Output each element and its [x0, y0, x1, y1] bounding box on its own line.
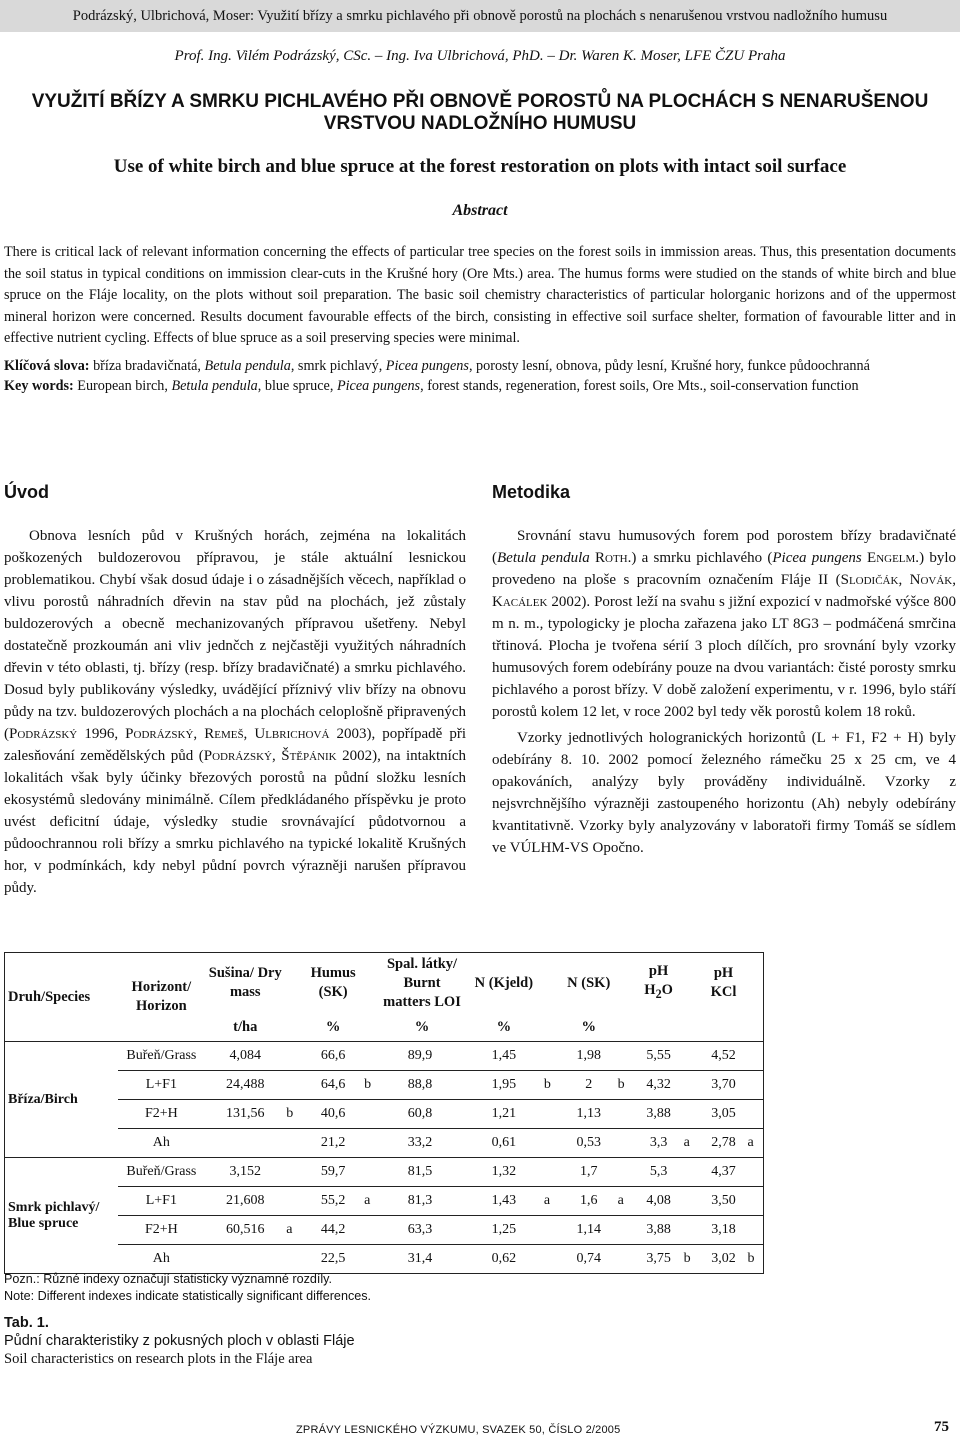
keywords-english-text: , forest stands, regeneration, forest soils, Ore Mts., soil-conservation function [420, 378, 859, 394]
header-spacer [747, 953, 763, 1014]
table-body [5, 1042, 764, 1274]
keywords-czech-text: bříza bradavičnatá, [89, 358, 205, 374]
n-sk-cell: 2 [560, 1071, 618, 1100]
header-n-kjeld: N (Kjeld) [464, 953, 544, 1014]
index-cell: a [747, 1129, 763, 1158]
table-row [5, 1216, 764, 1245]
header-loi: Spal. látky/ Burnt matters LOI [380, 953, 464, 1014]
ph-kcl-cell: 3,02 [700, 1245, 748, 1274]
table-row [5, 1042, 764, 1071]
footer-journal: ZPRÁVY LESNICKÉHO VÝZKUMU, SVAZEK 50, ČÍSLO 2/2005 [296, 1424, 621, 1436]
index-cell: b [364, 1071, 380, 1100]
index-cell [364, 1158, 380, 1187]
index-cell [286, 1187, 302, 1216]
ph-kcl-cell: 2,78 [700, 1129, 748, 1158]
intro-heading: Úvod [4, 482, 49, 502]
species-cell: Smrk pichlavý/ Blue spruce [5, 1158, 119, 1274]
table-row [5, 1245, 764, 1274]
index-cell: b [747, 1245, 763, 1274]
ph-h2o-cell: 4,08 [634, 1187, 684, 1216]
table-caption-label: Tab. 1. [4, 1315, 49, 1331]
methods-heading: Metodika [492, 482, 571, 502]
citation: Podrázský, Štěpánik [203, 748, 337, 764]
keywords-czech [4, 356, 956, 376]
note-english: Note: Different indexes indicate statistically significant differences. [4, 1289, 372, 1303]
unit-spacer [544, 1013, 560, 1042]
humus-cell: 21,2 [302, 1129, 364, 1158]
note-czech: Pozn.: Různé indexy označují statisticky významné rozdíly. [4, 1272, 333, 1286]
index-cell [747, 1216, 763, 1245]
dry-mass-cell: 131,56 [204, 1100, 286, 1129]
header-spacer [618, 953, 634, 1014]
running-header: Podrázský, Ulbrichová, Moser: Využití břízy a smrku pichlavého při obnově porostů na plochách s nenarušenou vrstvou nadložního humusu [0, 0, 960, 32]
n-sk-cell: 1,98 [560, 1042, 618, 1071]
table-row [5, 1100, 764, 1129]
keywords-english-italic: Betula pendula [171, 378, 258, 394]
index-cell: b [684, 1245, 700, 1274]
header-horizon: Horizont/ Horizon [118, 953, 204, 1042]
index-cell [618, 1129, 634, 1158]
index-cell [747, 1187, 763, 1216]
humus-cell: 59,7 [302, 1158, 364, 1187]
index-cell [286, 1071, 302, 1100]
n-kjeld-cell: 1,43 [464, 1187, 544, 1216]
loi-cell: 81,3 [380, 1187, 460, 1216]
ph-h2o-cell: 3,88 [634, 1216, 684, 1245]
index-cell [364, 1042, 380, 1071]
title-english: Use of white birch and blue spruce at the forest restoration on plots with intact soil surface [113, 156, 847, 177]
dry-mass-cell [204, 1245, 286, 1274]
unit-spacer [618, 1013, 634, 1042]
abstract-heading: Abstract [452, 202, 508, 219]
index-cell: a [618, 1187, 634, 1216]
citation: Podrázský, Remeš, Ulbrichová [125, 726, 330, 742]
table-row [5, 1158, 764, 1187]
index-cell [684, 1158, 700, 1187]
index-cell [684, 1042, 700, 1071]
humus-cell: 22,5 [302, 1245, 364, 1274]
citation: Podrázský [9, 726, 78, 742]
index-cell: b [618, 1071, 634, 1100]
index-cell: a [286, 1216, 302, 1245]
index-cell [364, 1245, 380, 1274]
dry-mass-cell: 3,152 [204, 1158, 286, 1187]
index-cell: b [544, 1071, 560, 1100]
unit-n-kjeld: % [464, 1013, 544, 1042]
ph-h2o-cell: 3,75 [634, 1245, 684, 1274]
ph-kcl-cell: 4,37 [700, 1158, 748, 1187]
title-czech [0, 91, 960, 135]
citation: Slodičák, Novák, Kacálek [492, 572, 956, 610]
ph-kcl-cell: 3,70 [700, 1071, 748, 1100]
unit-loi: % [380, 1013, 464, 1042]
index-cell [544, 1100, 560, 1129]
index-cell [747, 1100, 763, 1129]
horizon-cell: L+F1 [118, 1071, 204, 1100]
table-caption-english: Soil characteristics on research plots in the Fláje area [4, 1351, 313, 1367]
keywords-czech-text: , porosty lesní, obnova, půdy lesní, Krušné hory, funkce půdoochranná [468, 358, 870, 374]
unit-n-sk: % [560, 1013, 618, 1042]
keywords-english-text: , blue spruce, [257, 378, 337, 394]
horizon-cell: F2+H [118, 1100, 204, 1129]
index-cell [544, 1158, 560, 1187]
loi-cell: 60,8 [380, 1100, 460, 1129]
keywords-english [4, 376, 956, 396]
index-cell [684, 1187, 700, 1216]
index-cell [286, 1129, 302, 1158]
humus-cell: 55,2 [302, 1187, 364, 1216]
n-kjeld-cell: 0,61 [464, 1129, 544, 1158]
keywords-czech-text: , smrk pichlavý, [290, 358, 386, 374]
loi-cell: 31,4 [380, 1245, 460, 1274]
index-cell [747, 1071, 763, 1100]
species-name: Betula pendula [497, 550, 590, 566]
index-cell [684, 1100, 700, 1129]
unit-dry-mass: t/ha [204, 1013, 286, 1042]
table-row [5, 1129, 764, 1158]
loi-cell: 88,8 [380, 1071, 460, 1100]
abstract-text: There is critical lack of relevant information concerning the effects of particular tree species on the forest soils in immission areas. Thus, this presentation documents the soil status in typical conditions on immission clear-cuts in the Krušné hory (Ore Mts.) area. The humus forms were studied on the stands of white birch and blue spruce on the Fláje locality, on the plots without soil preparation. The basic soil chemistry characteristics of particular holorganic horizons and of the uppermost mineral horizon were concerned. Results document favourable effects of the birch, consisting in effective soil surface shelter, formation of favourable litter and in effective nutrient cycling. Effects of blue spruce as a soil preserving species were minimal. [4, 244, 956, 346]
header-ph-kcl: pH KCl [700, 953, 748, 1014]
n-sk-cell: 0,53 [560, 1129, 618, 1158]
dry-mass-cell: 60,516 [204, 1216, 286, 1245]
n-kjeld-cell: 1,32 [464, 1158, 544, 1187]
ph-kcl-cell: 3,05 [700, 1100, 748, 1129]
keywords-english-text: European birch, [73, 378, 172, 394]
unit-humus: % [302, 1013, 364, 1042]
unit-spacer [286, 1013, 302, 1042]
ph-h2o-cell: 3,3 [634, 1129, 684, 1158]
index-cell [747, 1158, 763, 1187]
intro-text-part: 1996, [77, 726, 126, 742]
methods-text-part: ) a smrku pichlavého ( [631, 550, 773, 566]
methods-text-part: 2002). Porost leží na svahu s jižní expozicí v nadmořské výšce 800 m n. m., typologicky je plocha zařazena jako LT 8G3 – podmáčená smrčina třtinová. Plocha je tvořena sérií 3 ploch dílčích, pro srovnání byly vzorky humusových forem odebírány pouze na dvou variantách: čisté porosty smrku pichlavého a porost břízy. V době založení experimentu, v r. 1996, bylo stáří porostů kolem 12 let, v roce 2002 byl tedy věk porostů kolem 18 roků. [492, 594, 956, 720]
header-humus: Humus (SK) [302, 953, 364, 1014]
header-n-sk: N (SK) [560, 953, 618, 1014]
n-sk-cell: 1,13 [560, 1100, 618, 1129]
methods-paragraph-1 [492, 525, 956, 723]
index-cell [684, 1071, 700, 1100]
index-cell [544, 1129, 560, 1158]
keywords-czech-label: Klíčová slova: [4, 358, 90, 374]
unit-spacer [634, 1013, 684, 1042]
header-spacer [684, 953, 700, 1014]
index-cell [618, 1158, 634, 1187]
index-cell [747, 1042, 763, 1071]
humus-cell: 40,6 [302, 1100, 364, 1129]
n-kjeld-cell: 1,21 [464, 1100, 544, 1129]
h2o-o: O [661, 982, 673, 999]
citation: Engelm. [861, 550, 920, 566]
n-sk-cell: 1,6 [560, 1187, 618, 1216]
n-kjeld-cell: 1,95 [464, 1071, 544, 1100]
index-cell [618, 1245, 634, 1274]
n-sk-cell: 1,7 [560, 1158, 618, 1187]
index-cell [286, 1245, 302, 1274]
citation: Roth. [589, 550, 632, 566]
table-row [5, 1187, 764, 1216]
horizon-cell: L+F1 [118, 1187, 204, 1216]
index-cell: a [684, 1129, 700, 1158]
index-cell [544, 1216, 560, 1245]
unit-spacer [700, 1013, 748, 1042]
intro-text [4, 525, 466, 899]
keywords-czech-italic: Betula pendula [204, 358, 291, 374]
species-cell: Bříza/Birch [5, 1042, 119, 1158]
ph-kcl-cell: 3,50 [700, 1187, 748, 1216]
authors: Prof. Ing. Vilém Podrázský, CSc. – Ing. Iva Ulbrichová, PhD. – Dr. Waren K. Moser, LFE ČZU Praha [174, 48, 786, 64]
dry-mass-cell: 24,488 [204, 1071, 286, 1100]
n-sk-cell: 1,14 [560, 1216, 618, 1245]
index-cell: a [544, 1187, 560, 1216]
index-cell [544, 1245, 560, 1274]
index-cell [618, 1216, 634, 1245]
index-cell [618, 1042, 634, 1071]
humus-cell: 44,2 [302, 1216, 364, 1245]
h2o-sub: 2 [655, 986, 662, 1001]
methods-text [492, 525, 956, 859]
unit-spacer [684, 1013, 700, 1042]
index-cell [286, 1042, 302, 1071]
humus-cell: 66,6 [302, 1042, 364, 1071]
index-cell [286, 1158, 302, 1187]
keywords-english-italic: Picea pungens [336, 378, 421, 394]
h2o-h: H [644, 982, 656, 999]
index-cell [544, 1042, 560, 1071]
index-cell [364, 1216, 380, 1245]
loi-cell: 63,3 [380, 1216, 460, 1245]
dry-mass-cell [204, 1129, 286, 1158]
index-cell: b [286, 1100, 302, 1129]
n-kjeld-cell: 0,62 [464, 1245, 544, 1274]
ph-label: pH [648, 963, 669, 980]
header-spacer [544, 953, 560, 1014]
ph-h2o-cell: 5,3 [634, 1158, 684, 1187]
horizon-cell: Buřeň/Grass [118, 1158, 204, 1187]
horizon-cell: Ah [118, 1129, 204, 1158]
methods-paragraph-2: Vzorky jednotlivých hologranických horizontů (L + F1, F2 + H) byly odebírány 8. 10. 2002 pomocí železného rámečku 25 x 25 cm, ve 4 opakováních, analýzy byly prováděny individuálně. Vzorky z nejsvrchnějšího výrazněji zastoupeného horizontu (Ah) nebyly odebírány kvantitativně. Vzorky byly analyzovány v laboratoři firmy Tomáš se sídlem ve VÚLHM-VS Opočno. [492, 730, 956, 856]
n-kjeld-cell: 1,25 [464, 1216, 544, 1245]
methods-text-part: Srovnání stavu humusových forem pod porostem břízy bradavičnaté ( [492, 528, 956, 566]
n-kjeld-cell: 1,45 [464, 1042, 544, 1071]
title-czech-line-2: VRSTVOU NADLOŽNÍHO HUMUSU [323, 113, 637, 134]
page-number: 75 [934, 1419, 949, 1435]
intro-text-part: 2003), popřípadě při zalesňování zemědělských půd ( [4, 726, 467, 764]
humus-cell: 64,6 [302, 1071, 364, 1100]
header-species: Druh/Species [5, 953, 119, 1042]
header-spacer [286, 953, 302, 1014]
ph-h2o-cell: 5,55 [634, 1042, 684, 1071]
index-cell [684, 1216, 700, 1245]
species-name: Picea pungens [772, 550, 862, 566]
unit-spacer [364, 1013, 380, 1042]
title-czech-line-1: VYUŽITÍ BŘÍZY A SMRKU PICHLAVÉHO PŘI OBNOVĚ POROSTŮ NA PLOCHÁCH S NENARUŠENOU [31, 91, 929, 112]
header-ph-h2o [634, 953, 684, 1014]
horizon-cell: F2+H [118, 1216, 204, 1245]
horizon-cell: Buřeň/Grass [118, 1042, 204, 1071]
soil-table [4, 952, 764, 1274]
intro-text-part: 2002), na intaktních lokalitách však byly účinky březových porostů na půdní složku lesních ekosystémů sledovány minimálně. Cílem předkládaného příspěvku je proto uvést deficitní údaje, výsledky studie srovnávající půdotvornou a půdoochrannou roli břízy a smrku pichlavého na typické lokalitě Krušných hor, v podmínkách, kdy nebyl půdní povrch výrazněji narušen přípravou půdy. [4, 748, 466, 896]
ph-kcl-cell: 4,52 [700, 1042, 748, 1071]
n-sk-cell: 0,74 [560, 1245, 618, 1274]
table-row [5, 1071, 764, 1100]
table-caption-czech: Půdní charakteristiky z pokusných ploch v oblasti Fláje [4, 1333, 355, 1349]
loi-cell: 33,2 [380, 1129, 460, 1158]
ph-kcl-cell: 3,18 [700, 1216, 748, 1245]
methods-text-part: ) bylo provedeno na ploše s pracovním označením Fláje II ( [492, 550, 956, 588]
index-cell [364, 1100, 380, 1129]
header-spacer [364, 953, 380, 1014]
dry-mass-cell: 4,084 [204, 1042, 286, 1071]
ph-h2o-cell: 4,32 [634, 1071, 684, 1100]
keywords-english-label: Key words: [4, 378, 74, 394]
unit-spacer [747, 1013, 763, 1042]
index-cell: a [364, 1187, 380, 1216]
horizon-cell: Ah [118, 1245, 204, 1274]
index-cell [618, 1100, 634, 1129]
keywords-czech-italic: Picea pungens [385, 358, 469, 374]
header-dry-mass: Sušina/ Dry mass [204, 953, 286, 1014]
index-cell [364, 1129, 380, 1158]
dry-mass-cell: 21,608 [204, 1187, 286, 1216]
table-header-row [5, 953, 764, 1014]
loi-cell: 81,5 [380, 1158, 460, 1187]
ph-h2o-cell: 3,88 [634, 1100, 684, 1129]
loi-cell: 89,9 [380, 1042, 460, 1071]
intro-text-part: Obnova lesních půd v Krušných horách, zejména na lokalitách poškozených buldozerovou přípravou, je stále aktuální lesnickou problematikou. Chybí však dosud údaje i o zásadnějších věcech, například o vlivu porostů náhradních dřevin na stav půd na plochách, jež zůstaly buldozerových a obecně mechanizovaných přípravou ušetřeny. Nebyl dostatečně prozkoumán ani vliv jednčch z nejčastěji využitých náhradních dřevin v této oblasti, tj. břízy (resp. břízy bradavičnaté) a smrku pichlavého. Dosud byly publikovány výsledky, uvádějící příznivý vliv břízy na obnovu půdy na tzv. buldozerových plochách a na plochách celoplošně připravených ( [4, 528, 466, 742]
table-caption [4, 1314, 355, 1368]
table-notes [4, 1271, 371, 1305]
